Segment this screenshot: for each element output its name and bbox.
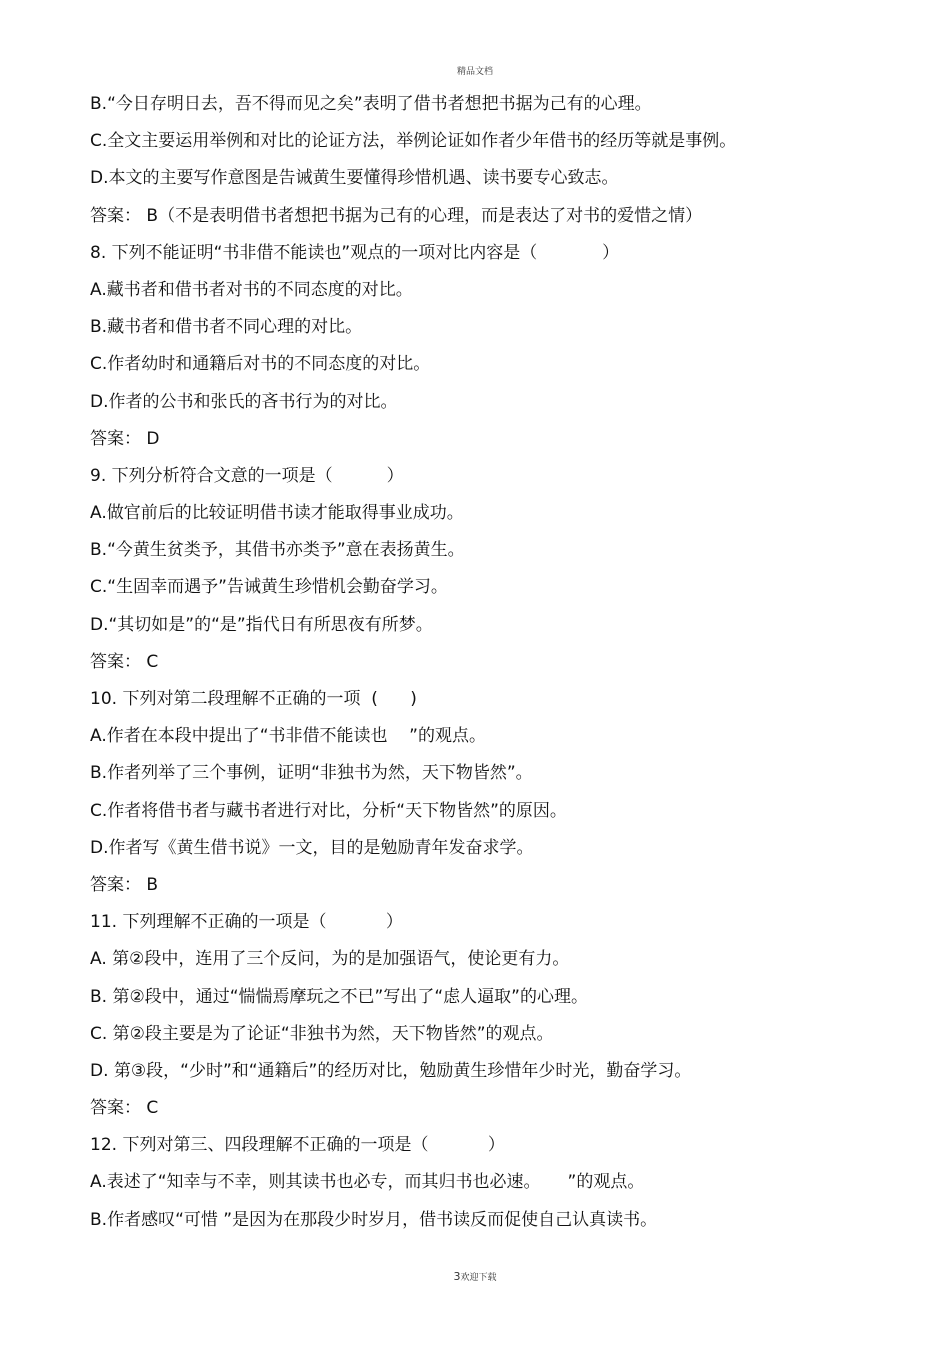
option-line: B.作者感叹“可惜 ”是因为在那段少时岁月，借书读反而促使自己认真读书。 — [90, 1209, 658, 1230]
question-12: 12. 下列对第三、四段理解不正确的一项是（ ） — [90, 1135, 505, 1156]
footer-text: 欢迎下载 — [460, 1273, 497, 1283]
option-line: C.“生固幸而遇予”告诫黄生珍惜机会勤奋学习。 — [90, 577, 448, 598]
option-line: B.作者列举了三个事例，证明“非独书为然，天下物皆然”。 — [90, 763, 533, 784]
option-line: C.作者将借书者与藏书者进行对比，分析“天下物皆然”的原因。 — [90, 800, 567, 821]
answer-line: 答案： B（不是表明借书者想把书据为己有的心理，而是表达了对书的爱惜之情） — [90, 205, 703, 226]
text-line: C.全文主要运用举例和对比的论证方法，举例论证如作者少年借书的经历等就是事例。 — [90, 131, 737, 152]
option-line: C. 第②段主要是为了论证“非独书为然，天下物皆然”的观点。 — [90, 1023, 554, 1044]
option-line: D. 第③段，“少时”和“通籍后”的经历对比，勉励黄生珍惜年少时光，勤奋学习。 — [90, 1060, 692, 1081]
option-line: D.作者的公书和张氏的吝书行为的对比。 — [90, 391, 398, 412]
question-8: 8. 下列不能证明“书非借不能读也”观点的一项对比内容是（ ） — [90, 242, 620, 263]
option-line: C.作者幼时和通籍后对书的不同态度的对比。 — [90, 354, 431, 375]
option-line: A.做官前后的比较证明借书读才能取得事业成功。 — [90, 503, 464, 524]
document-body — [90, 89, 890, 1242]
page-number: 3 — [453, 1270, 461, 1283]
text-line: D.本文的主要写作意图是告诫黄生要懂得珍惜机遇、读书要专心致志。 — [90, 168, 619, 189]
page-header: 精品文档 — [456, 67, 493, 77]
option-line: B.“今黄生贫类予，其借书亦类予”意在表扬黄生。 — [90, 540, 465, 561]
option-line: D.作者写《黄生借书说》一文，目的是勉励青年发奋求学。 — [90, 837, 534, 858]
option-line: A. 第②段中，连用了三个反问，为的是加强语气，使论更有力。 — [90, 949, 570, 970]
option-line: D.“其切如是”的“是”指代日有所思夜有所梦。 — [90, 614, 433, 635]
option-line: A.作者在本段中提出了“书非借不能读也 ”的观点。 — [90, 726, 486, 747]
question-11: 11. 下列理解不正确的一项是（ ） — [90, 912, 403, 933]
answer-line: 答案： C — [90, 1098, 159, 1119]
option-line: B. 第②段中，通过“惴惴焉摩玩之不已”写出了“虑人逼取”的心理。 — [90, 986, 588, 1007]
option-line: B.藏书者和借书者不同心理的对比。 — [90, 317, 363, 338]
question-9: 9. 下列分析符合文意的一项是（ ） — [90, 465, 404, 486]
option-line: A.表述了“知幸与不幸，则其读书也必专，而其归书也必速。 ”的观点。 — [90, 1172, 645, 1193]
text-line: B.“今日存明日去，吾不得而见之矣”表明了借书者想把书据为己有的心理。 — [90, 94, 652, 114]
answer-line: 答案： B — [90, 874, 159, 895]
answer-line: 答案： C — [90, 651, 159, 672]
page-footer — [0, 1270, 950, 1283]
option-line: A.藏书者和借书者对书的不同态度的对比。 — [90, 279, 413, 300]
question-10: 10. 下列对第二段理解不正确的一项 ( ) — [90, 689, 417, 709]
answer-line: 答案： D — [90, 428, 160, 449]
